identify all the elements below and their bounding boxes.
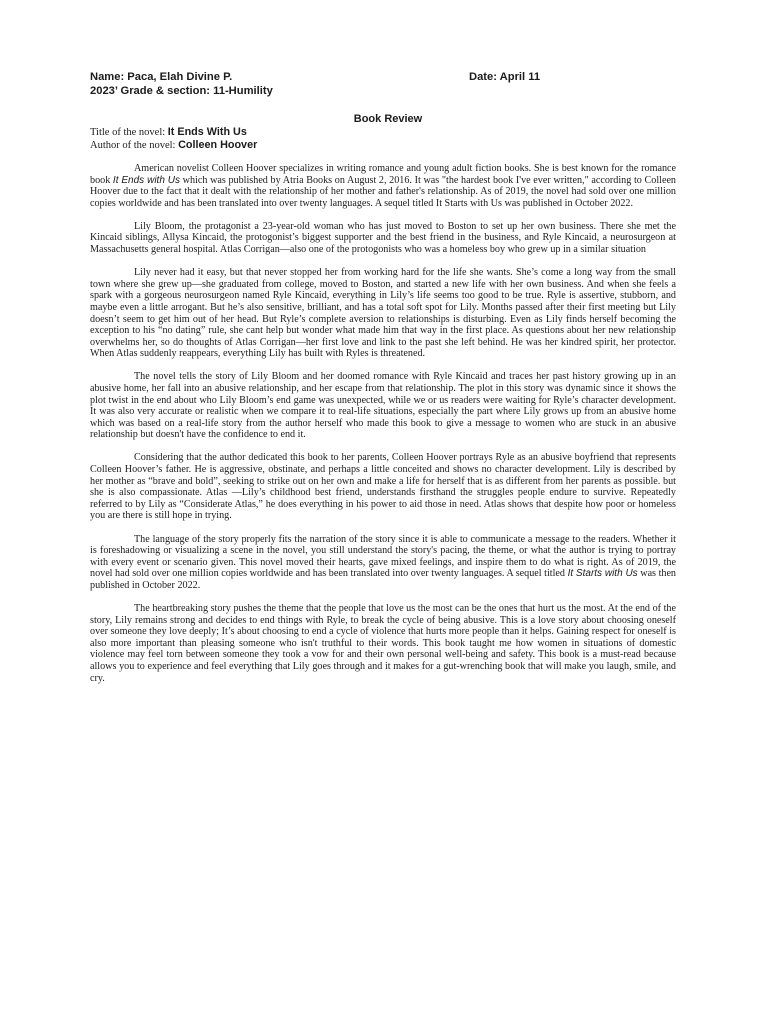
date: Date: April 11 <box>469 71 541 83</box>
review-body <box>90 163 676 684</box>
header-row <box>90 70 676 84</box>
paragraph-3: Lily never had it easy, but that never stopped her from working hard for the life she wants. She’s come a long way from the small town where she grew up—she graduated from college, moved to Boston, and started a new life with her own business. And when she feels a spark with a gorgeous neurosurgeon named Ryle Kincaid, everything in Lily’s life seems too good to be true. Ryle is assertive, stubborn, and maybe even a little arrogant. But he’s also sensitive, brilliant, and has a total soft spot for Lily. Months passed after their first meeting but Lily doesn’t seem to get him out of her head. But Ryle’s complete aversion to relationships is disturbing. Even as Lily finds herself becoming the exception to his “no dating” rule, she cant help but wonder what made him that way in the first place. As questions about her new relationship overwhelms her, so do thoughts of Atlas Corrigan—her first love and link to the past she left behind. He was her kindred spirit, her protector. When Atlas suddenly reappears, everything Lily has built with Ryles is threatened. <box>90 267 676 360</box>
novel-author-label: Author of the novel: <box>90 140 179 151</box>
paragraph-6: The language of the story properly fits the narration of the story since it is able to communicate a message to the readers. Whether it is foreshadowing or visualizing a scene in the novel, you still understand the story's pacing, the theme, or what the author is trying to portray with every event or scenario given. This novel moved their hearts, gave mixed feelings, and inspire them to do what is right. As of 2019, the novel had sold over one million copies worldwide and has been translated into over twenty languages. A sequel titled It Starts with Us was then published in October 2022. <box>90 533 676 591</box>
paragraph-4: The novel tells the story of Lily Bloom and her doomed romance with Ryle Kincaid and traces her past history growing up in an abusive home, her fall into an abusive relationship, and her escape from that relationship. The plot in this story was dynamic since it shows the plot twist in the end about who Lily Bloom’s end game was unexpected, while we or us readers were waiting for Ryle’s character development. It was also very accurate or realistic when we compare it to real-life situations, especially the part where Lily grows up from an abusive home which was based on a real-life story from the author herself who made this book to give a message to women who are stuck in an abusive relationship but doesn't have the confidence to end it. <box>90 371 676 441</box>
paragraph-5: Considering that the author dedicated this book to her parents, Colleen Hoover portrays Ryle as an abusive boyfriend that represents Colleen Hoover’s father. He is aggressive, obstinate, and perhaps a little conceited and shows no character development. Lily is described by her mother as “brave and bold”, seeking to strike out on her own and make a life for herself that is as different from her parents as possible. but she is also compassionate. Atlas —Lily’s childhood best friend, understands firsthand the struggles people endure to survive. Repeatedly referred to by Lily as “Considerate Atlas,” he does everything in his power to aid those in need. Atlas shows that despite how poor or homeless you are there is still hope in trying. <box>90 452 676 522</box>
paragraph-1: American novelist Colleen Hoover specializes in writing romance and young adult fiction books. She is best known for the romance book It Ends with Us which was published by Atria Books on August 2, 2016. It was "the hardest book I've ever written," according to Colleen Hoover due to the fact that it dealt with the relationship of her mother and father's relationship. As of 2019, the novel had sold over one million copies worldwide and has been translated into over twenty languages. A sequel titled It Starts with Us was published in October 2022. <box>90 163 676 209</box>
page-title: Book Review <box>353 113 423 125</box>
document-page <box>90 70 676 696</box>
grade-section: 2023’ Grade & section: 11-Humility <box>90 85 273 97</box>
novel-title-line <box>90 126 676 139</box>
paragraph-7: The heartbreaking story pushes the theme that the people that love us the most can be the ones that hurt us the most. At the end of the story, Lily remains strong and decides to end things with Ryle, to break the cycle of being abusive. This is a love story about choosing oneself over someone they love deeply; It’s about choosing to end a cycle of violence that hurts more people than it helps. Gaining respect for oneself is also more important than pleasing someone who isn't truthful to their words. This book taught me how women in situations of domestic violence may feel torn between someone they took a vow for and their own personal well-being and safety. This book is a must-read because allows you to experience and feel everything that Lily goes through and it makes for a gut-wrenching book that will make you laugh, smile, and cry. <box>90 603 676 684</box>
novel-author-line <box>90 139 676 152</box>
paragraph-2: Lily Bloom, the protagonist a 23-year-old woman who has just moved to Boston to set up her own business. There she met the Kincaid siblings, Allysa Kincaid, the protogonist’s biggest supporter and the best friend in the business, and Ryle Kincaid, a neurosurgeon at Massachusetts general hospital. Atlas Corrigan—also one of the protogonists who was a homeless boy who grew up in a similar situation <box>90 220 676 256</box>
novel-title-label: Title of the novel: <box>90 127 168 138</box>
novel-title: It Ends With Us <box>167 126 247 138</box>
student-name: Name: Paca, Elah Divine P. <box>90 71 233 83</box>
novel-author: Colleen Hoover <box>178 139 258 151</box>
